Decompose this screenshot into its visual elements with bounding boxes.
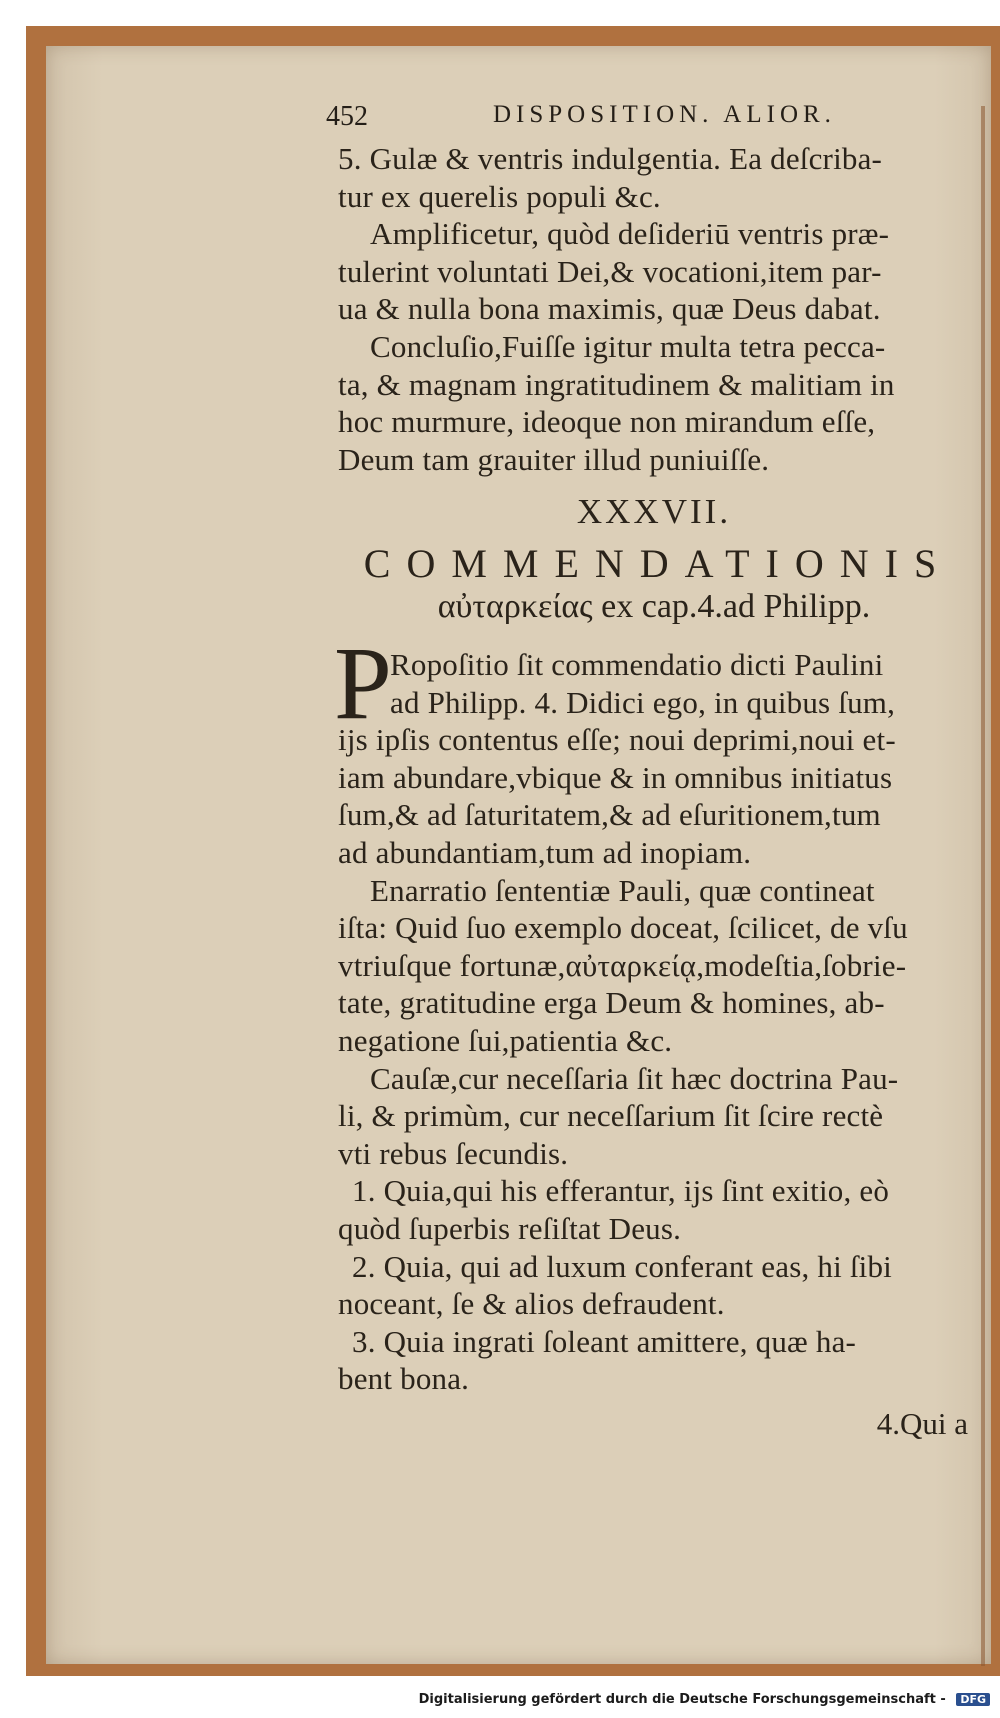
text-line: ad abundantiam,tum ad inopiam. [338,834,752,870]
drop-cap: P [334,626,392,741]
text-line: Ropoſitio ſit commendatio dicti Paulini [390,647,884,682]
text-line: Concluſio,Fuiſſe igitur multa tetra pecca- [370,328,886,364]
text-block-1 [338,140,970,478]
catchword: 4.Qui a [876,1406,968,1441]
section-subtitle: αὐταρκείας ex cap.4.ad Philipp. [437,588,871,625]
text-block-2 [338,646,970,1398]
dfg-logo: DFG [956,1693,990,1706]
text-line: quòd ſuperbis reſiſtat Deus. [338,1210,682,1246]
digitization-footer [0,1692,990,1707]
text-line: iſta: Quid ſuo exemplo doceat, ſcilicet, de vſu [338,910,908,946]
text-line: tate, gratitudine erga Deum & homines, ab- [338,985,885,1021]
text-line: 1. Quia,qui his efferantur, ijs ſint exitio, eò [352,1173,890,1209]
page-edge [981,106,985,1666]
text-line: ad Philipp. 4. Didici ego, in quibus ſum, [390,684,896,720]
section-number: XXXVII. [576,492,732,531]
text-line: vtriuſque fortunæ,αὐταρκείᾳ,modeſtia,ſobrie- [338,947,907,983]
text-line: hoc murmure, ideoque non mirandum eſſe, [338,404,876,440]
text-line: ua & nulla bona maximis, quæ Deus dabat. [338,291,881,327]
text-line: tulerint voluntati Dei,& vocationi,item par- [338,253,882,289]
running-head: DISPOSITION. ALIOR. [493,101,836,128]
section-title: COMMENDATIONIS [363,541,953,586]
text-line: 2. Quia, qui ad luxum conferant eas, hi ſibi [352,1248,892,1284]
footer-text: Digitalisierung gefördert durch die Deutsche Forschungsgemeinschaft - [418,1692,946,1707]
text-line: ſum,& ad ſaturitatem,& ad eſuritionem,tum [338,797,881,833]
text-line: 3. Quia ingrati ſoleant amittere, quæ ha- [352,1323,857,1359]
text-line: 5. Gulæ & ventris indulgentia. Ea deſcriba- [338,141,883,176]
text-line: Cauſæ,cur neceſſaria ſit hæc doctrina Pau- [370,1060,899,1096]
text-line: ta, & magnam ingratitudinem & malitiam in [338,366,895,402]
text-line: bent bona. [338,1361,470,1397]
text-line: vti rebus ſecundis. [338,1135,569,1171]
text-line: tur ex querelis populi &c. [338,178,661,214]
text-line: noceant, ſe & alios defraudent. [338,1286,725,1322]
text-line: iam abundare,vbique & in omnibus initiatus [338,759,893,795]
page-number: 452 [326,101,368,132]
text-line: Amplificetur, quòd deſideriū ventris præ- [370,216,890,252]
text-line: li, & primùm, cur neceſſarium ſit ſcire rectè [338,1098,884,1134]
text-line: Deum tam grauiter illud puniuiſſe. [338,441,770,477]
text-line: ijs ipſis contentus eſſe; noui deprimi,noui et- [338,722,896,758]
text-line: Enarratio ſententiæ Pauli, quæ contineat [370,872,875,908]
text-line: negatione ſui,patientia &c. [338,1022,673,1058]
